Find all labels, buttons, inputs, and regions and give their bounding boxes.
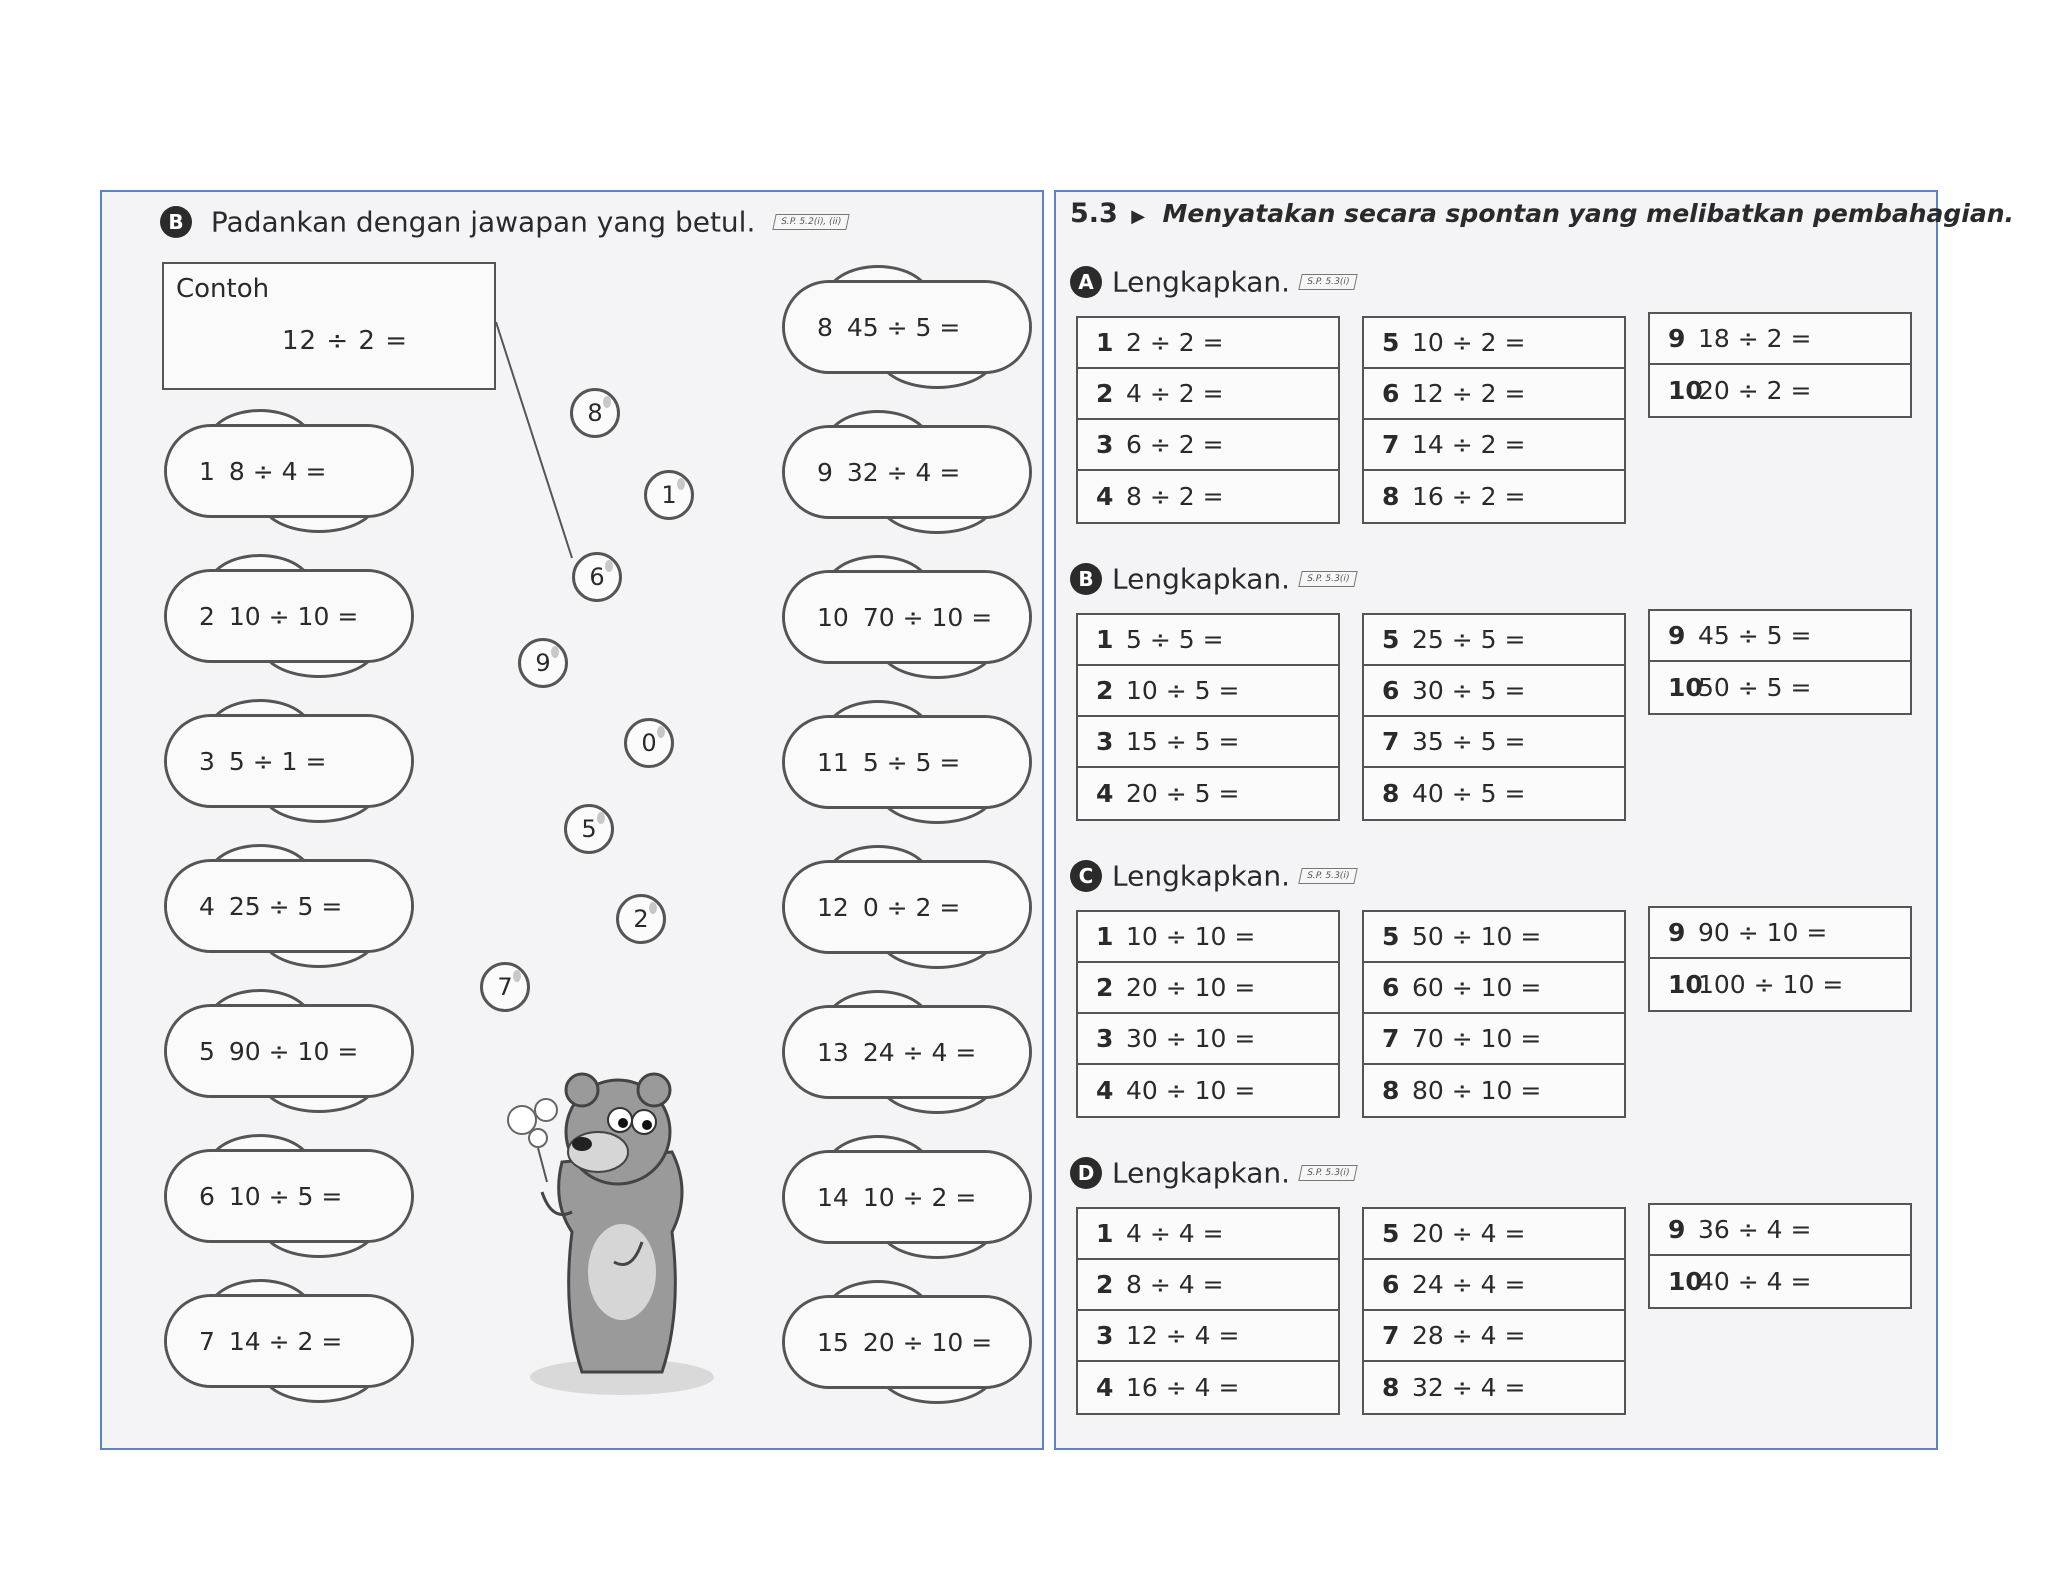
problem-number: 14 — [817, 1182, 849, 1212]
problem-text: 25 ÷ 5 = — [1412, 625, 1526, 654]
problem-number: 1 — [1096, 328, 1114, 357]
problem-cloud — [782, 280, 1032, 374]
problem-row — [1364, 1014, 1624, 1065]
section-heading — [1070, 561, 1356, 596]
problem-text: 40 ÷ 5 = — [1412, 779, 1526, 808]
problem-number: 9 — [817, 457, 833, 487]
left-heading-text: Padankan dengan jawapan yang betul. — [210, 205, 756, 239]
problem-text: 32 ÷ 4 = — [1412, 1373, 1526, 1402]
cloud-content — [167, 1297, 411, 1385]
section-heading-text: Lengkapkan. — [1112, 1156, 1291, 1190]
problem-text: 24 ÷ 4 = — [862, 1037, 977, 1067]
problem-number: 5 — [1382, 328, 1400, 357]
triangle-arrow-icon: ▶ — [1131, 206, 1146, 227]
problem-grid — [1076, 613, 1340, 821]
problem-text: 10 ÷ 5 = — [1126, 676, 1240, 705]
cloud-content — [167, 572, 411, 660]
cloud-content — [785, 718, 1029, 806]
problem-text: 4 ÷ 2 = — [1126, 379, 1224, 408]
problem-number: 6 — [1382, 973, 1400, 1002]
problem-number: 2 — [1096, 973, 1114, 1002]
cloud-content — [785, 573, 1029, 661]
problem-number: 2 — [1096, 379, 1114, 408]
problem-cloud — [164, 859, 414, 953]
problem-number: 4 — [1096, 1076, 1114, 1105]
problem-row — [1650, 908, 1910, 959]
problem-row — [1650, 314, 1910, 365]
section-badge: D — [1070, 1157, 1102, 1189]
problem-grid — [1362, 910, 1626, 1118]
problem-number: 10 — [1668, 376, 1703, 405]
problem-grid — [1076, 1207, 1340, 1415]
problem-text: 8 ÷ 4 = — [1126, 1270, 1224, 1299]
problem-number: 2 — [1096, 1270, 1114, 1299]
answer-bubble[interactable]: 7 — [480, 962, 530, 1012]
problem-number: 1 — [199, 456, 215, 486]
problem-number: 10 — [817, 602, 849, 632]
problem-number: 5 — [199, 1036, 215, 1066]
cloud-content — [785, 283, 1029, 371]
problem-row — [1364, 318, 1624, 369]
problem-text: 16 ÷ 2 = — [1412, 482, 1526, 511]
lesson-header — [1070, 198, 2014, 229]
problem-row — [1364, 1065, 1624, 1116]
problem-cloud — [164, 424, 414, 518]
problem-number: 13 — [817, 1037, 849, 1067]
sp-tag: S.P. 5.3(i) — [1298, 571, 1358, 587]
problem-number: 8 — [1382, 482, 1400, 511]
problem-row — [1078, 912, 1338, 963]
problem-text: 80 ÷ 10 = — [1412, 1076, 1542, 1105]
problem-cloud — [164, 1004, 414, 1098]
problem-number: 5 — [1382, 922, 1400, 951]
problem-row — [1078, 615, 1338, 666]
problem-number: 7 — [1382, 430, 1400, 459]
problem-text: 10 ÷ 10 = — [228, 601, 359, 631]
answer-bubble[interactable]: 8 — [570, 388, 620, 438]
problem-cloud — [164, 1149, 414, 1243]
problem-text: 90 ÷ 10 = — [1698, 918, 1828, 947]
problem-text: 14 ÷ 2 = — [1412, 430, 1526, 459]
problem-number: 5 — [1382, 1219, 1400, 1248]
problem-text: 40 ÷ 4 = — [1698, 1267, 1812, 1296]
problem-number: 6 — [1382, 1270, 1400, 1299]
problem-number: 9 — [1668, 324, 1686, 353]
problem-text: 70 ÷ 10 = — [862, 602, 993, 632]
problem-text: 20 ÷ 10 = — [1126, 973, 1256, 1002]
problem-text: 28 ÷ 4 = — [1412, 1321, 1526, 1350]
section-badge: B — [1070, 563, 1102, 595]
problem-cloud — [782, 570, 1032, 664]
problem-text: 6 ÷ 2 = — [1126, 430, 1224, 459]
problem-text: 20 ÷ 4 = — [1412, 1219, 1526, 1248]
problem-text: 100 ÷ 10 = — [1698, 970, 1844, 999]
problem-number: 9 — [1668, 1215, 1686, 1244]
problem-row — [1364, 912, 1624, 963]
problem-number: 6 — [1382, 676, 1400, 705]
problem-grid — [1076, 316, 1340, 524]
problem-cloud — [164, 569, 414, 663]
example-problem: 12 ÷ 2 = — [282, 326, 408, 356]
problem-row — [1364, 1260, 1624, 1311]
problem-grid — [1076, 910, 1340, 1118]
cloud-content — [785, 1008, 1029, 1096]
problem-row — [1364, 1311, 1624, 1362]
problem-number: 3 — [1096, 1321, 1114, 1350]
cloud-content — [785, 428, 1029, 516]
problem-number: 2 — [199, 601, 215, 631]
problem-row — [1078, 1065, 1338, 1116]
problem-number: 11 — [817, 747, 849, 777]
problem-number: 8 — [817, 312, 833, 342]
problem-row — [1364, 420, 1624, 471]
problem-number: 7 — [1382, 1024, 1400, 1053]
problem-row — [1078, 717, 1338, 768]
problem-text: 24 ÷ 4 = — [1412, 1270, 1526, 1299]
answer-bubble[interactable]: 6 — [572, 552, 622, 602]
problem-number: 3 — [199, 746, 215, 776]
lesson-number: 5.3 — [1070, 198, 1118, 229]
problem-row — [1650, 1205, 1910, 1256]
sp-tag: S.P. 5.3(i) — [1298, 868, 1358, 884]
problem-row — [1078, 369, 1338, 420]
cloud-content — [167, 862, 411, 950]
right-worksheet-page — [1054, 190, 2015, 1450]
lesson-title: Menyatakan secara spontan yang melibatkan pembahagian. — [1162, 199, 2015, 228]
problem-row — [1364, 615, 1624, 666]
problem-number: 9 — [1668, 621, 1686, 650]
answer-bubble[interactable]: 5 — [564, 804, 614, 854]
problem-row — [1364, 1362, 1624, 1413]
problem-text: 0 ÷ 2 = — [862, 892, 961, 922]
problem-number: 10 — [1668, 1267, 1703, 1296]
problem-text: 16 ÷ 4 = — [1126, 1373, 1240, 1402]
problem-number: 3 — [1096, 430, 1114, 459]
problem-row — [1364, 963, 1624, 1014]
problem-row — [1078, 318, 1338, 369]
problem-row — [1078, 1362, 1338, 1413]
problem-number: 12 — [817, 892, 849, 922]
answer-bubble[interactable]: 0 — [624, 718, 674, 768]
problem-text: 8 ÷ 4 = — [228, 456, 327, 486]
problem-text: 35 ÷ 5 = — [1412, 727, 1526, 756]
problem-grid — [1648, 906, 1912, 1012]
section-badge: A — [1070, 266, 1102, 298]
section-badge: B — [160, 206, 192, 238]
problem-row — [1364, 369, 1624, 420]
problem-text: 10 ÷ 5 = — [228, 1181, 343, 1211]
section-heading-text: Lengkapkan. — [1112, 562, 1291, 596]
problem-text: 20 ÷ 2 = — [1698, 376, 1812, 405]
problem-text: 8 ÷ 2 = — [1126, 482, 1224, 511]
answer-bubble[interactable]: 1 — [644, 470, 694, 520]
section-heading-text: Lengkapkan. — [1112, 265, 1291, 299]
problem-cloud — [782, 715, 1032, 809]
problem-row — [1078, 1209, 1338, 1260]
problem-text: 10 ÷ 10 = — [1126, 922, 1256, 951]
problem-text: 25 ÷ 5 = — [228, 891, 343, 921]
problem-number: 3 — [1096, 1024, 1114, 1053]
problem-row — [1078, 1260, 1338, 1311]
problem-text: 30 ÷ 10 = — [1126, 1024, 1256, 1053]
problem-text: 5 ÷ 1 = — [228, 746, 327, 776]
problem-row — [1650, 1256, 1910, 1307]
answer-bubble[interactable]: 2 — [616, 894, 666, 944]
answer-bubble[interactable]: 9 — [518, 638, 568, 688]
problem-text: 12 ÷ 2 = — [1412, 379, 1526, 408]
problem-number: 9 — [1668, 918, 1686, 947]
problem-text: 5 ÷ 5 = — [1126, 625, 1224, 654]
problem-number: 5 — [1382, 625, 1400, 654]
problem-number: 4 — [1096, 779, 1114, 808]
problem-number: 10 — [1668, 673, 1703, 702]
problem-text: 5 ÷ 5 = — [862, 747, 961, 777]
problem-row — [1078, 963, 1338, 1014]
problem-cloud — [782, 860, 1032, 954]
problem-cloud — [164, 1294, 414, 1388]
problem-grid — [1362, 316, 1626, 524]
cloud-content — [167, 717, 411, 805]
problem-row — [1650, 959, 1910, 1010]
problem-row — [1650, 611, 1910, 662]
problem-number: 7 — [1382, 1321, 1400, 1350]
sp-tag: S.P. 5.3(i) — [1298, 274, 1358, 290]
problem-number: 8 — [1382, 1373, 1400, 1402]
section-heading — [1070, 858, 1356, 893]
problem-number: 4 — [1096, 1373, 1114, 1402]
section-heading — [1070, 264, 1356, 299]
problem-text: 90 ÷ 10 = — [228, 1036, 359, 1066]
problem-text: 12 ÷ 4 = — [1126, 1321, 1240, 1350]
problem-cloud — [782, 1295, 1032, 1389]
problem-text: 20 ÷ 10 = — [862, 1327, 993, 1357]
sp-tag: S.P. 5.2(i), (ii) — [773, 214, 850, 230]
problem-text: 15 ÷ 5 = — [1126, 727, 1240, 756]
problem-text: 30 ÷ 5 = — [1412, 676, 1526, 705]
cloud-content — [785, 863, 1029, 951]
problem-text: 20 ÷ 5 = — [1126, 779, 1240, 808]
problem-text: 10 ÷ 2 = — [1412, 328, 1526, 357]
problem-row — [1078, 1014, 1338, 1065]
problem-row — [1078, 1311, 1338, 1362]
problem-row — [1364, 768, 1624, 819]
problem-text: 50 ÷ 5 = — [1698, 673, 1812, 702]
problem-grid — [1648, 1203, 1912, 1309]
problem-text: 45 ÷ 5 = — [846, 312, 961, 342]
cloud-content — [167, 1152, 411, 1240]
problem-number: 1 — [1096, 1219, 1114, 1248]
problem-text: 18 ÷ 2 = — [1698, 324, 1812, 353]
example-label: Contoh — [176, 274, 270, 304]
problem-cloud — [782, 425, 1032, 519]
problem-row — [1078, 471, 1338, 522]
cloud-content — [785, 1298, 1029, 1386]
problem-text: 36 ÷ 4 = — [1698, 1215, 1812, 1244]
problem-number: 4 — [199, 891, 215, 921]
problem-number: 7 — [199, 1326, 215, 1356]
section-heading — [1070, 1155, 1356, 1190]
problem-row — [1078, 666, 1338, 717]
left-worksheet-page — [100, 190, 1044, 1450]
problem-grid — [1362, 1207, 1626, 1415]
problem-number: 7 — [1382, 727, 1400, 756]
section-badge: C — [1070, 860, 1102, 892]
problem-text: 45 ÷ 5 = — [1698, 621, 1812, 650]
problem-text: 50 ÷ 10 = — [1412, 922, 1542, 951]
problem-number: 3 — [1096, 727, 1114, 756]
sp-tag: S.P. 5.3(i) — [1298, 1165, 1358, 1181]
section-heading-text: Lengkapkan. — [1112, 859, 1291, 893]
problem-row — [1364, 471, 1624, 522]
problem-text: 14 ÷ 2 = — [228, 1326, 343, 1356]
problem-number: 6 — [1382, 379, 1400, 408]
problem-cloud — [164, 714, 414, 808]
problem-row — [1650, 365, 1910, 416]
problem-number: 1 — [1096, 922, 1114, 951]
problem-row — [1078, 420, 1338, 471]
cloud-content — [785, 1153, 1029, 1241]
problem-number: 2 — [1096, 676, 1114, 705]
problem-number: 15 — [817, 1327, 849, 1357]
problem-text: 32 ÷ 4 = — [846, 457, 961, 487]
problem-text: 60 ÷ 10 = — [1412, 973, 1542, 1002]
problem-grid — [1648, 312, 1912, 418]
problem-text: 4 ÷ 4 = — [1126, 1219, 1224, 1248]
problem-row — [1650, 662, 1910, 713]
problem-number: 8 — [1382, 779, 1400, 808]
problem-text: 2 ÷ 2 = — [1126, 328, 1224, 357]
problem-number: 10 — [1668, 970, 1703, 999]
problem-row — [1364, 666, 1624, 717]
problem-cloud — [782, 1150, 1032, 1244]
problem-cloud — [782, 1005, 1032, 1099]
cloud-content — [167, 427, 411, 515]
problem-row — [1078, 768, 1338, 819]
problem-number: 1 — [1096, 625, 1114, 654]
problem-number: 6 — [199, 1181, 215, 1211]
problem-grid — [1362, 613, 1626, 821]
problem-row — [1364, 1209, 1624, 1260]
problem-text: 40 ÷ 10 = — [1126, 1076, 1256, 1105]
cloud-content — [167, 1007, 411, 1095]
problem-number: 4 — [1096, 482, 1114, 511]
problem-grid — [1648, 609, 1912, 715]
problem-text: 10 ÷ 2 = — [862, 1182, 977, 1212]
problem-row — [1364, 717, 1624, 768]
problem-number: 8 — [1382, 1076, 1400, 1105]
problem-text: 70 ÷ 10 = — [1412, 1024, 1542, 1053]
